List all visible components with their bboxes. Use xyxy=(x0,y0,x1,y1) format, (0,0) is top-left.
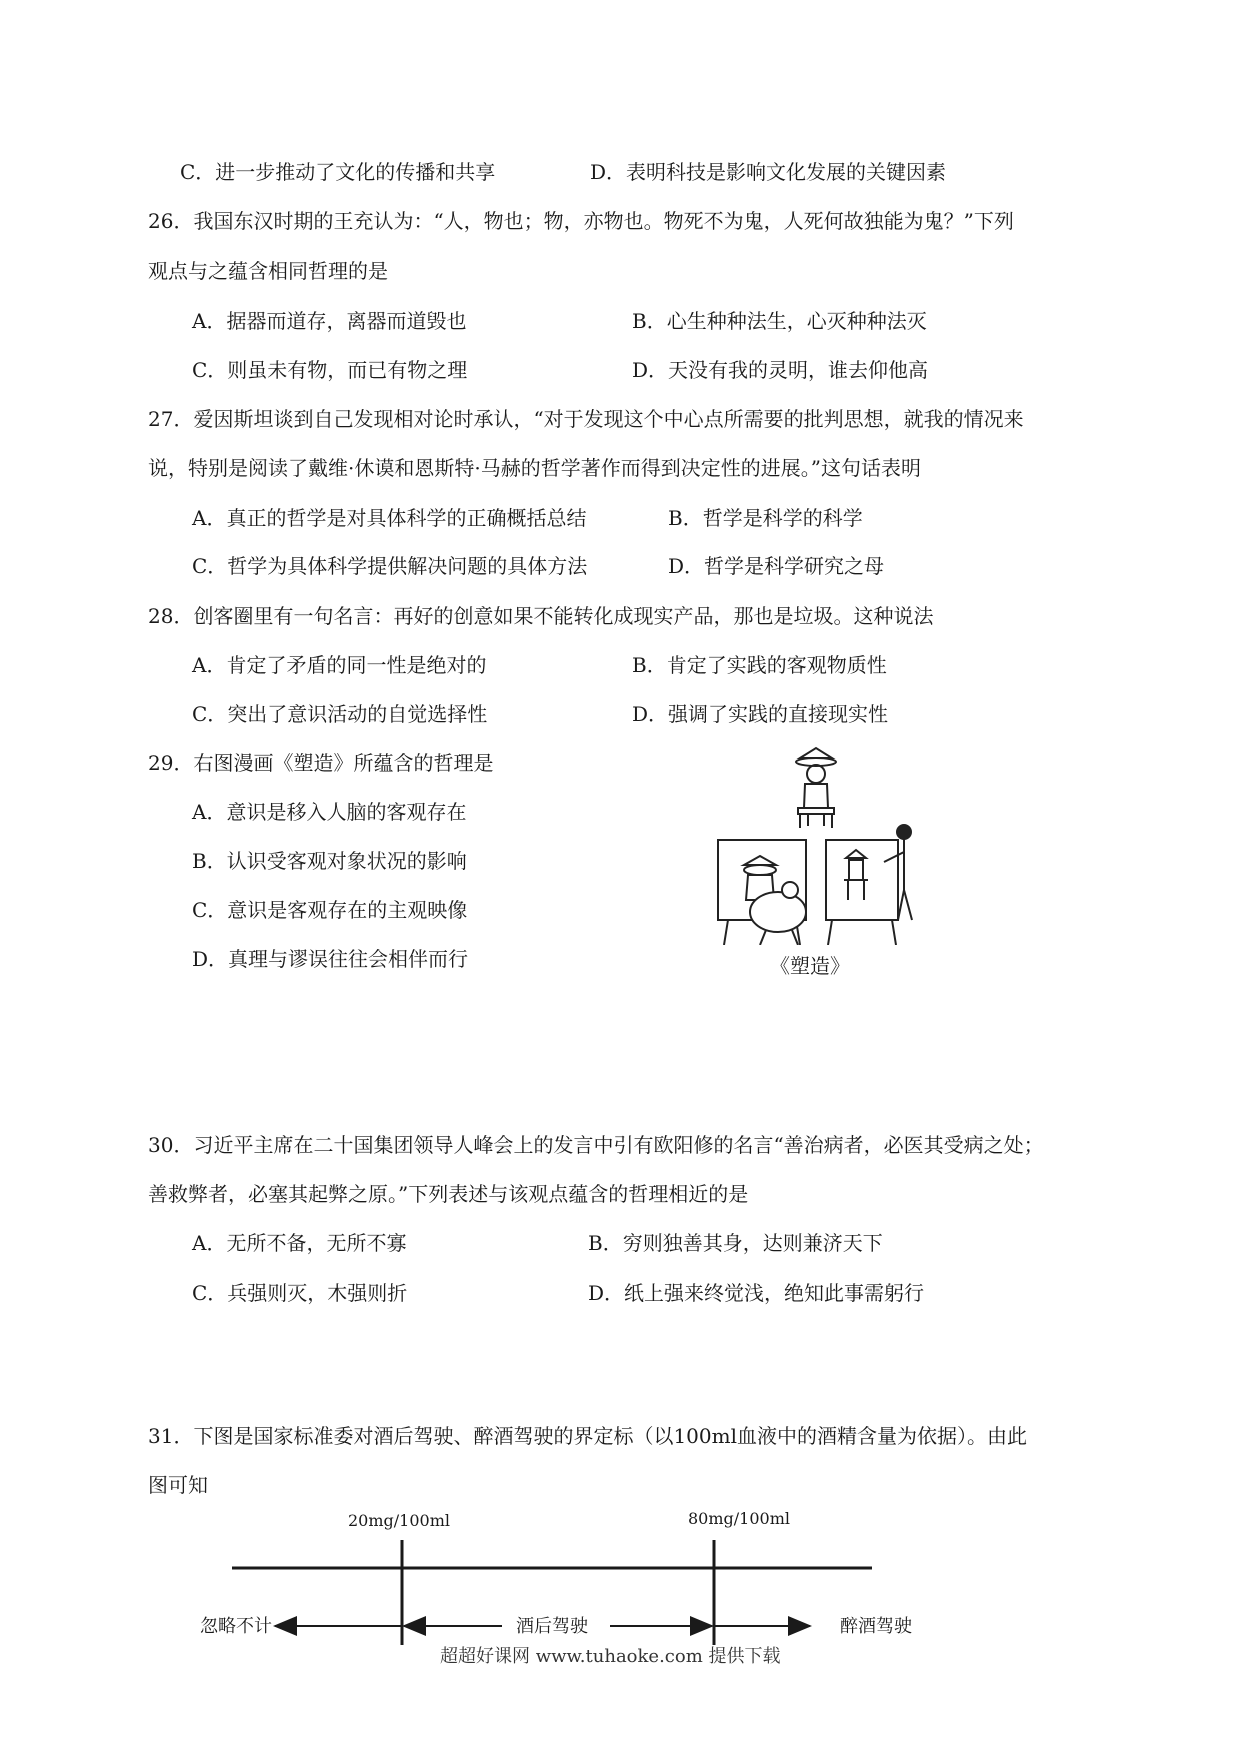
q29-stem-line1: 29．右图漫画《塑造》所蕴含的哲理是 xyxy=(148,751,494,775)
q26-stem-line2: 观点与之蕴含相同哲理的是 xyxy=(148,259,388,283)
q26-option-d: D．天没有我的灵明，谁去仰他高 xyxy=(632,358,929,382)
q30-stem-line2: 善救弊者，必塞其起弊之原。”下列表述与该观点蕴含的哲理相近的是 xyxy=(148,1182,749,1206)
q30-option-d: D．纸上强来终觉浅，绝知此事需躬行 xyxy=(588,1281,925,1305)
label-drunk-driving: 醉酒驾驶 xyxy=(840,1616,912,1637)
q26-option-b: B．心生种种法生，心灭种种法灭 xyxy=(632,309,927,333)
threshold-mark-80: 80mg/100ml xyxy=(688,1509,790,1528)
q30-option-b: B．穷则独善其身，达则兼济天下 xyxy=(588,1231,883,1255)
label-drink-driving: 酒后驾驶 xyxy=(516,1616,588,1637)
q26-stem-line1: 26．我国东汉时期的王充认为：“人，物也；物，亦物也。物死不为鬼，人死何故独能为鬼？”下列 xyxy=(148,209,1014,233)
q28-stem-line1: 28．创客圈里有一句名言：再好的创意如果不能转化成现实产品，那也是垃圾。这种说法 xyxy=(148,604,934,628)
alcohol-threshold-diagram xyxy=(180,1500,940,1660)
q28-option-b: B．肯定了实践的客观物质性 xyxy=(632,653,887,677)
q28-option-c: C．突出了意识活动的自觉选择性 xyxy=(192,702,488,726)
q30-option-c: C．兵强则灭，木强则折 xyxy=(192,1281,408,1305)
q26-option-a: A．据器而道存，离器而道毁也 xyxy=(192,309,467,333)
q27-option-a: A．真正的哲学是对具体科学的正确概括总结 xyxy=(192,506,587,530)
q29-option-b: B．认识受客观对象状况的影响 xyxy=(192,849,467,873)
q31-stem-line2: 图可知 xyxy=(148,1473,208,1497)
q29-option-c: C．意识是客观存在的主观映像 xyxy=(192,898,468,922)
q28-option-a: A．肯定了矛盾的同一性是绝对的 xyxy=(192,653,487,677)
q27-option-d: D．哲学是科学研究之母 xyxy=(668,554,885,578)
q28-option-d: D．强调了实践的直接现实性 xyxy=(632,702,889,726)
q25-option-c: C．进一步推动了文化的传播和共享 xyxy=(180,160,496,184)
threshold-mark-20: 20mg/100ml xyxy=(348,1511,450,1530)
footer-watermark: 超超好课网 www.tuhaoke.com 提供下载 xyxy=(440,1646,781,1667)
cartoon-illustration xyxy=(708,740,918,945)
q30-option-a: A．无所不备，无所不寡 xyxy=(192,1231,407,1255)
q31-stem-line1: 31．下图是国家标准委对酒后驾驶、醉酒驾驶的界定标（以100ml血液中的酒精含量为依据）。由此 xyxy=(148,1424,1027,1448)
q25-option-d: D．表明科技是影响文化发展的关键因素 xyxy=(590,160,947,184)
q26-option-c: C．则虽未有物，而已有物之理 xyxy=(192,358,468,382)
label-ignore: 忽略不计 xyxy=(200,1616,272,1637)
q27-option-c: C．哲学为具体科学提供解决问题的具体方法 xyxy=(192,554,588,578)
q29-option-a: A．意识是移入人脑的客观存在 xyxy=(192,800,467,824)
q27-stem-line2: 说，特别是阅读了戴维·休谟和恩斯特·马赫的哲学著作而得到决定性的进展。”这句话表明 xyxy=(148,456,921,480)
cartoon-caption: 《塑造》 xyxy=(770,954,850,978)
q27-option-b: B．哲学是科学的科学 xyxy=(668,506,863,530)
q30-stem-line1: 30．习近平主席在二十国集团领导人峰会上的发言中引有欧阳修的名言“善治病者，必医其受病之处； xyxy=(148,1133,1044,1157)
q29-option-d: D．真理与谬误往往会相伴而行 xyxy=(192,947,469,971)
q27-stem-line1: 27．爱因斯坦谈到自己发现相对论时承认，“对于发现这个中心点所需要的批判思想，就我的情况来 xyxy=(148,407,1024,431)
